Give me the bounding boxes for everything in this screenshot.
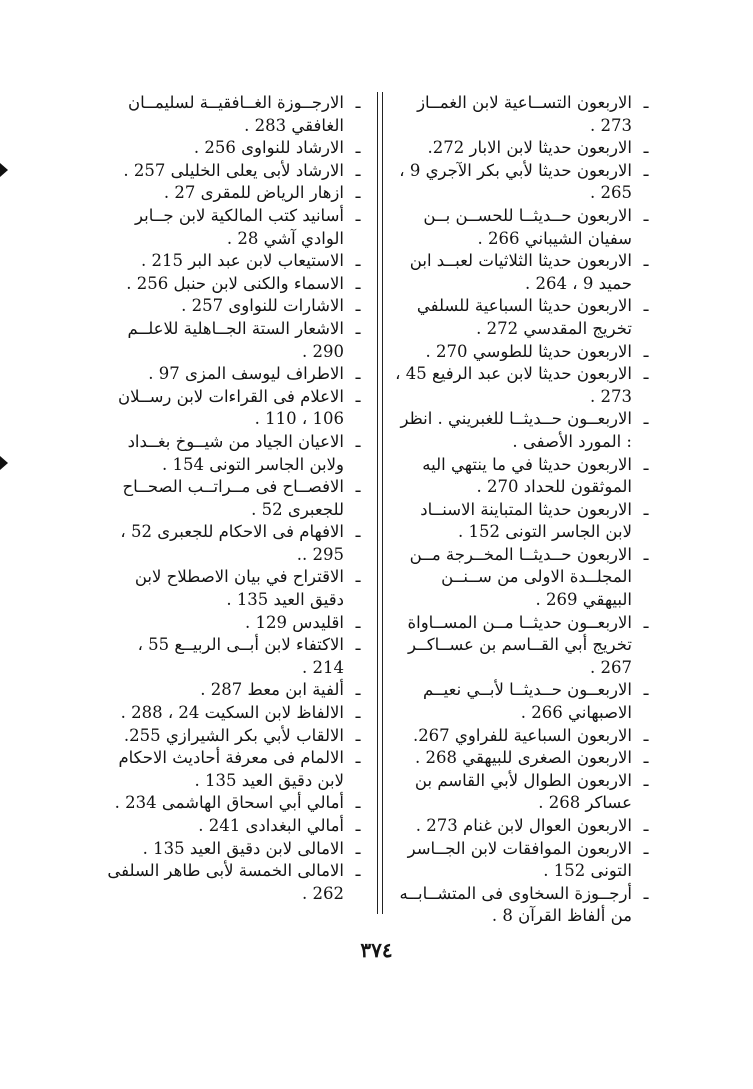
entry-text: الاطراف ليوسف المزى 97 .: [148, 364, 344, 384]
index-entry: [104, 792, 366, 815]
index-entry: [392, 499, 654, 544]
entry-text: الاربعون الصغرى للبيهقي 268 .: [415, 748, 632, 768]
entry-text: الاربعون التســاعية لابن الغمــاز 273 .: [417, 93, 632, 135]
entry-text: أرجــوزة السخاوى فى المتشــابــه من ألفاظ القرآن 8 .: [399, 883, 632, 926]
entry-text: الاربعون حديثا لابن الابار 272.: [427, 138, 632, 158]
index-entry: [392, 160, 654, 205]
entry-bullet: ـ: [355, 138, 361, 158]
entry-text: الالقاب لأبي بكر الشيرازي 255.: [123, 725, 344, 745]
entry-text: الافصــاح فى مــراتــب الصحــاح للجعبرى 52 .: [122, 477, 344, 519]
entry-text: الاربعون الموافقات لابن الجــاسر التونى 152 .: [407, 838, 632, 881]
index-entry: [104, 160, 366, 183]
index-column-right: [392, 92, 654, 928]
entry-bullet: ـ: [355, 816, 361, 835]
entry-text: الامالى لابن دقيق العيد 135 .: [142, 838, 344, 858]
entry-text: الاربعون حديثا لأبي بكر الآجري 9 ، 265 .: [399, 160, 632, 203]
entry-text: الاشعار الستة الجــاهلية للاعلــم 290 .: [127, 318, 344, 361]
entry-bullet: ـ: [643, 138, 649, 158]
entry-bullet: ـ: [355, 160, 361, 180]
entry-text: أسانيد كتب المالكية لابن جــابر الوادي آشي 28 .: [135, 205, 344, 248]
index-entry: [104, 363, 366, 386]
entry-bullet: ـ: [355, 296, 361, 316]
index-column-left: [104, 92, 366, 905]
index-entry: [104, 747, 366, 792]
index-entry: [392, 250, 654, 295]
entry-bullet: ـ: [355, 635, 361, 655]
entry-text: الاربعــون حــديثــا للغبريني . انظر : المورد الأصفى .: [400, 409, 632, 451]
index-entry: [392, 205, 654, 250]
entry-text: الارجــوزة الغــافقيــة لسليمــان الغافقي 283 .: [128, 93, 344, 135]
entry-bullet: ـ: [355, 205, 361, 225]
entry-bullet: ـ: [355, 477, 361, 497]
entry-text: الافهام فى الاحكام للجعبرى 52 ، 295 ..: [120, 522, 344, 564]
entry-bullet: ـ: [643, 770, 649, 790]
entry-bullet: ـ: [355, 567, 361, 587]
entry-bullet: ـ: [355, 364, 361, 384]
entry-text: الاربعون حديثا للطوسي 270 .: [425, 341, 632, 361]
entry-bullet: ـ: [355, 522, 361, 542]
index-entry: [392, 137, 654, 160]
entry-bullet: ـ: [355, 748, 361, 768]
entry-bullet: ـ: [643, 341, 649, 361]
entry-bullet: ـ: [643, 725, 649, 745]
entry-text: الالمام فى معرفة أحاديث الاحكام لابن دقيق العيد 135 .: [118, 748, 344, 790]
index-entry: [104, 92, 366, 137]
entry-text: الاربعون حديثا المتباينة الاسنــاد لابن الجاسر التونى 152 .: [420, 499, 632, 542]
entry-bullet: ـ: [643, 680, 649, 700]
index-entry: [104, 137, 366, 160]
index-entry: [104, 612, 366, 635]
entry-bullet: ـ: [355, 431, 361, 451]
entry-text: الاعلام فى القراءات لابن رســلان 106 ، 110 .: [117, 386, 344, 429]
index-entry: [392, 295, 654, 340]
entry-bullet: ـ: [355, 273, 361, 293]
index-entry: [392, 363, 654, 408]
index-entry: [104, 815, 366, 838]
entry-bullet: ـ: [643, 251, 649, 271]
index-entry: [104, 860, 366, 905]
entry-bullet: ـ: [643, 364, 649, 384]
margin-mark: [0, 163, 8, 177]
entry-text: الاربعــون حديثــا مــن المســاواة تخريج أبي القــاسم بن عســاكــر 267 .: [407, 612, 632, 677]
entry-text: ألفية ابن معط 287 .: [200, 680, 344, 700]
entry-bullet: ـ: [643, 612, 649, 632]
entry-text: اقليدس 129 .: [245, 612, 344, 632]
entry-bullet: ـ: [355, 612, 361, 632]
entry-bullet: ـ: [355, 318, 361, 338]
entry-bullet: ـ: [355, 386, 361, 406]
entry-bullet: ـ: [643, 883, 649, 903]
entry-bullet: ـ: [643, 93, 649, 112]
entry-text: الاربعون العوال لابن غنام 273 .: [415, 816, 632, 835]
entry-bullet: ـ: [643, 409, 649, 429]
index-entry: [392, 815, 654, 838]
index-entry: [104, 182, 366, 205]
index-entry: [392, 544, 654, 612]
entry-text: الاربعون حديثا السباعية للسلفي تخريج المقدسي 272 .: [416, 296, 632, 338]
entry-bullet: ـ: [643, 296, 649, 316]
index-entry: [104, 634, 366, 679]
index-entry: [104, 476, 366, 521]
entry-text: الاربعون حديثا الثلاثيات لعبــد ابن حميد 9 ، 264 .: [409, 251, 632, 293]
entry-bullet: ـ: [643, 544, 649, 564]
index-entry: [392, 341, 654, 364]
index-entry: [104, 273, 366, 296]
entry-bullet: ـ: [643, 160, 649, 180]
index-entry: [392, 747, 654, 770]
entry-bullet: ـ: [643, 748, 649, 768]
index-entry: [104, 250, 366, 273]
entry-bullet: ـ: [643, 205, 649, 225]
index-entry: [392, 770, 654, 815]
entry-bullet: ـ: [355, 861, 361, 881]
entry-text: الارشاد لأبى يعلى الخليلى 257 .: [123, 160, 344, 180]
entry-bullet: ـ: [355, 838, 361, 858]
index-entry: [392, 838, 654, 883]
entry-text: ازهار الرياض للمقرى 27 .: [163, 183, 344, 203]
entry-bullet: ـ: [355, 793, 361, 813]
entry-bullet: ـ: [355, 725, 361, 745]
entry-text: الاربعون الطوال لأبي القاسم بن عساكر 268 .: [414, 770, 632, 813]
index-entry: [104, 566, 366, 611]
entry-text: الارشاد للنواوى 256 .: [193, 138, 344, 158]
entry-bullet: ـ: [355, 183, 361, 203]
entry-text: الالفاظ لابن السكيت 24 ، 288 .: [120, 703, 344, 723]
entry-text: الاسماء والكنى لابن حنبل 256 .: [126, 273, 344, 293]
entry-bullet: ـ: [643, 499, 649, 519]
entry-bullet: ـ: [355, 680, 361, 700]
entry-bullet: ـ: [643, 816, 649, 835]
index-entry: [104, 679, 366, 702]
entry-text: الاستيعاب لابن عبد البر 215 .: [140, 251, 344, 271]
entry-text: الاربعــون حــديثــا لأبــي نعيــم الاصبهاني 266 .: [423, 680, 632, 723]
entry-bullet: ـ: [355, 93, 361, 112]
index-entry: [392, 454, 654, 499]
index-entry: [104, 205, 366, 250]
index-entry: [104, 521, 366, 566]
entry-text: الاربعون حديثا لابن عبد الرفيع 45 ، 273 .: [395, 364, 632, 406]
index-entry: [104, 318, 366, 363]
page-number: ٣٧٤: [360, 938, 393, 962]
entry-text: الاعيان الجياد من شيــوخ بغــداد ولابن الجاسر التونى 154 .: [127, 431, 344, 474]
index-entry: [104, 702, 366, 725]
entry-text: الاربعون السباعية للفراوي 267.: [412, 725, 632, 745]
margin-mark: [0, 456, 8, 470]
entry-bullet: ـ: [643, 454, 649, 474]
entry-text: أمالي البغدادى 241 .: [198, 816, 344, 835]
index-entry: [104, 838, 366, 861]
index-entry: [392, 612, 654, 680]
index-entry: [104, 295, 366, 318]
index-entry: [104, 431, 366, 476]
index-entry: [104, 725, 366, 748]
entry-text: أمالي أبي اسحاق الهاشمى 234 .: [114, 793, 344, 813]
index-entry: [104, 386, 366, 431]
index-entry: [392, 883, 654, 928]
column-separator: [377, 92, 383, 914]
entry-text: الاكتفاء لابن أبــى الربيــع 55 ، 214 .: [137, 635, 344, 677]
entry-bullet: ـ: [643, 838, 649, 858]
entry-text: الامالى الخمسة لأبى طاهر السلفى 262 .: [107, 861, 344, 903]
entry-text: الاربعون حــديثــا المخــرجة مــن المجلــدة الاولى من ســنــن البيهقي 269 .: [409, 544, 632, 610]
entry-text: الاربعون حديثا في ما ينتهي اليه الموثقون للحداد 270 .: [422, 454, 632, 497]
entry-text: الاربعون حــديثــا للحســن بــن سفيان الشيباني 266 .: [423, 205, 632, 248]
index-entry: [392, 679, 654, 724]
entry-bullet: ـ: [355, 251, 361, 271]
index-entry: [392, 92, 654, 137]
index-entry: [392, 725, 654, 748]
entry-text: الاقتراح في بيان الاصطلاح لابن دقيق العيد 135 .: [134, 567, 344, 610]
entry-bullet: ـ: [355, 703, 361, 723]
entry-text: الاشارات للنواوى 257 .: [181, 296, 344, 316]
index-entry: [392, 408, 654, 453]
